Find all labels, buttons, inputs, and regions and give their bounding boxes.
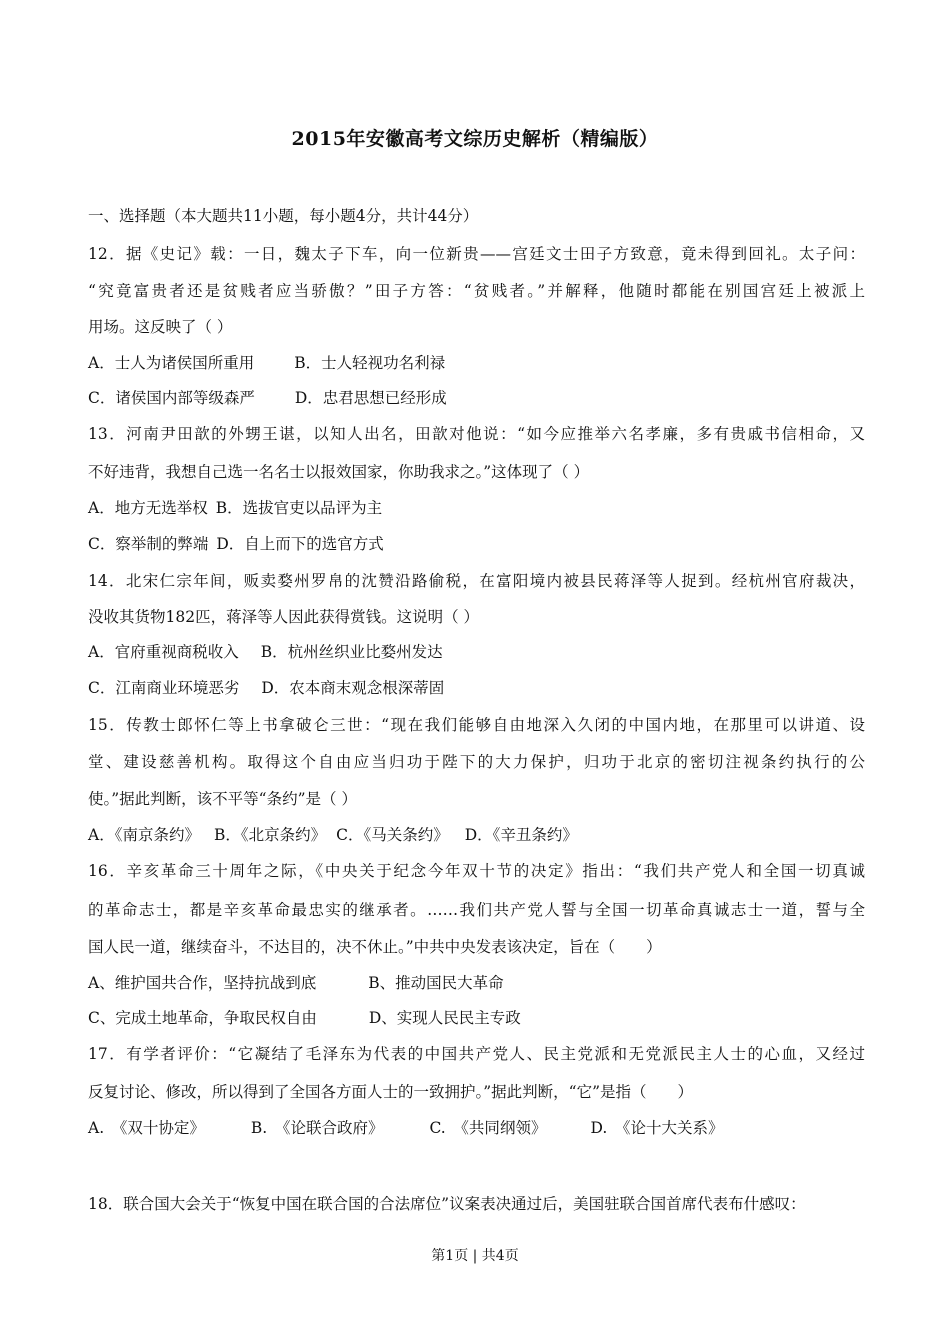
answer-option: D．忠君思想已经形成 [294, 389, 447, 407]
answer-option: B．选拔官吏以品评为主 [215, 499, 383, 517]
question-16-text-line: 国人民一道，继续奋斗，不达目的，决不休止。”中共中央发表该决定，旨在（ ） [88, 938, 662, 956]
answer-option: D．农本商末观念根深蒂固 [261, 679, 445, 697]
answer-option: D. 《论十大关系》 [590, 1119, 724, 1137]
question-16-options-row [88, 972, 865, 994]
answer-option: C. 《共同纲领》 [429, 1119, 547, 1137]
question-15-options-row [88, 824, 865, 846]
page-title: 2015年安徽高考文综历史解析（精编版） [291, 128, 659, 150]
answer-option: B、推动国民大革命 [368, 974, 504, 992]
question-17-options-row [88, 1117, 865, 1139]
question-15-text-line: 使。”据此判断，该不平等“条约”是（ ） [88, 790, 357, 808]
answer-option: B. 《论联合政府》 [250, 1119, 384, 1137]
answer-option: B．士人轻视功名利禄 [294, 354, 446, 372]
answer-option: A. 《双十协定》 [88, 1119, 205, 1137]
question-16-text-line: 16．辛亥革命三十周年之际，《中央关于纪念今年双十节的决定》指出：“我们共产党人和全国一切真诚 [88, 862, 865, 880]
answer-option: A、维护国共合作，坚持抗战到底 [88, 974, 317, 992]
answer-option: C．诸侯国内部等级森严 [88, 389, 255, 407]
question-13-options-row [88, 497, 865, 519]
question-12-text-line: 12．据《史记》载：一日，魏太子下车，向一位新贵——宫廷文士田子方致意，竟未得到回礼。太子问： [88, 245, 865, 263]
answer-option: A．地方无选举权 [88, 499, 208, 517]
page-footer: 第1页 | 共4页 [431, 1248, 519, 1264]
question-14-options-row [88, 641, 865, 663]
answer-option: D、实现人民民主专政 [368, 1009, 521, 1027]
question-13-options-row [88, 533, 865, 555]
answer-option: C．《马关条约》 [336, 826, 449, 844]
question-14-text-line: 没收其货物182匹，蒋泽等人因此获得赏钱。这说明（ ） [88, 608, 480, 626]
answer-option: D．自上而下的选官方式 [216, 535, 384, 553]
answer-option: B．《北京条约》 [213, 826, 327, 844]
question-13-text-line: 不好违背，我想自己选一名名士以报效国家，你助我求之。”这体现了（ ） [88, 463, 590, 481]
question-13-text-line: 13．河南尹田歆的外甥王谌，以知人出名，田歆对他说：“如今应推举六名孝廉，多有贵戚书信相命，又 [88, 425, 865, 443]
answer-option: C．察举制的弊端 [88, 535, 209, 553]
answer-option: A．士人为诸侯国所重用 [88, 354, 255, 372]
answer-option: D．《辛丑条约》 [464, 826, 578, 844]
question-17-text-line: 17．有学者评价：“它凝结了毛泽东为代表的中国共产党人、民主党派和无党派民主人士的心血，又经过 [88, 1045, 865, 1063]
section-header: 一、选择题（本大题共11小题，每小题4分，共计44分） [88, 207, 479, 225]
answer-option: C．江南商业环境恶劣 [88, 679, 240, 697]
answer-option: B．杭州丝织业比婺州发达 [260, 643, 443, 661]
question-12-options-row [88, 352, 865, 374]
question-15-text-line: 15．传教士郎怀仁等上书拿破仑三世：“现在我们能够自由地深入久闭的中国内地，在那里可以讲道、设 [88, 716, 865, 734]
question-17-text-line: 反复讨论、修改，所以得到了全国各方面人士的一致拥护。”据此判断，“它”是指（ ） [88, 1083, 694, 1101]
question-12-text-line: “究竟富贵者还是贫贱者应当骄傲？”田子方答：“贫贱者。”并解释，他随时都能在别国宫廷上被派上 [88, 282, 865, 300]
question-12-text-line: 用场。这反映了（ ） [88, 318, 233, 336]
answer-option: C、完成土地革命，争取民权自由 [88, 1009, 317, 1027]
question-14-text-line: 14．北宋仁宗年间，贩卖婺州罗帛的沈赞沿路偷税，在富阳境内被县民蒋泽等人捉到。经杭州官府裁决， [88, 572, 865, 590]
question-12-options-row [88, 387, 865, 409]
question-15-text-line: 堂、建设慈善机构。取得这个自由应当归功于陛下的大力保护，归功于北京的密切注视条约执行的公 [88, 753, 865, 771]
question-16-text-line: 的革命志士，都是辛亥革命最忠实的继承者。……我们共产党人誓与全国一切革命真诚志士一道，誓与全 [88, 901, 865, 919]
question-14-options-row [88, 677, 865, 699]
question-16-options-row [88, 1007, 865, 1029]
answer-option: A．官府重视商税收入 [88, 643, 239, 661]
question-18-text-line: 18．联合国大会关于“恢复中国在联合国的合法席位”议案表决通过后，美国驻联合国首席代表布什感叹： [88, 1195, 806, 1213]
answer-option: A．《南京条约》 [88, 826, 200, 844]
